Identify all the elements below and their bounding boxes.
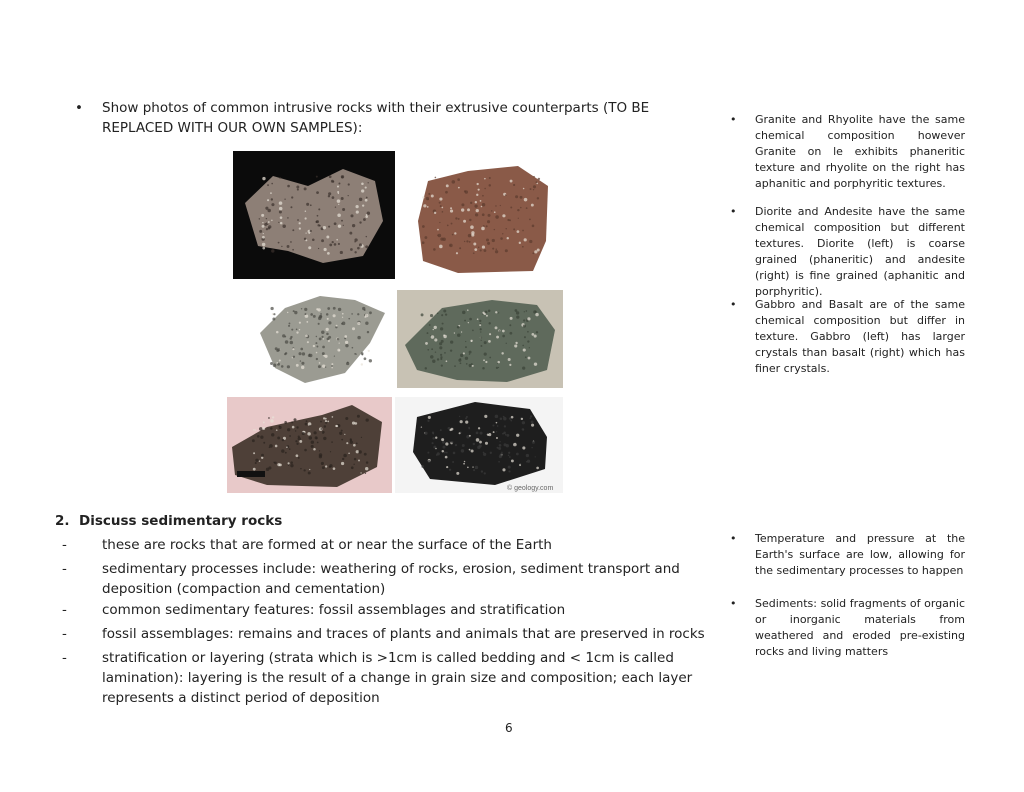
sed-item-text: common sedimentary features: fossil assemblages and stratification (102, 602, 566, 618)
diorite-photo (250, 288, 392, 388)
dash-marker: - (62, 537, 67, 553)
side-note-text: Sediments: solid fragments of organic or inorganic materials from weathered and eroded pre-existing rocks and living matters (755, 597, 965, 658)
bullet-marker: • (730, 113, 737, 126)
dash-marker: - (62, 561, 67, 577)
side-note-text: Gabbro and Basalt are of the same chemical composition but differ in texture. Gabbro (left) has larger crystals than basalt (right) which has finer crystals. (755, 298, 965, 375)
bullet-marker: • (75, 100, 83, 116)
intro-text: Show photos of common intrusive rocks with their extrusive counterparts (TO BE REPLACED WITH OUR OWN SAMPLES): (102, 100, 650, 136)
page-number: 6 (505, 721, 513, 735)
bullet-marker: • (730, 597, 737, 610)
dash-marker: - (62, 602, 67, 618)
sed-item-text: stratification or layering (strata which is >1cm is called bedding and < 1cm is called lamination): layering is the result of a change in grain size and composition; each layer represents a distinct period of deposition (102, 650, 693, 706)
bullet-marker: • (730, 532, 737, 545)
dash-marker: - (62, 626, 67, 642)
side-note-text: Granite and Rhyolite have the same chemical composition however Granite on le exhibits phaneritic texture and rhyolite on the right has aphanitic and porphyritic textures. (755, 113, 965, 190)
side-note-text: Diorite and Andesite have the same chemical composition but different textures. Diorite (left) is coarse grained (phaneritic) and andesite (right) is fine grained (aphanitic and porphyritic). (755, 205, 965, 298)
rhyolite-photo (398, 151, 564, 279)
bullet-marker: • (730, 298, 737, 311)
sed-item-text: sedimentary processes include: weathering of rocks, erosion, sediment transport and deposition (compaction and cementation) (102, 561, 680, 597)
basalt-photo (395, 397, 563, 493)
side-note-text: Temperature and pressure at the Earth's surface are low, allowing for the sedimentary processes to happen (755, 532, 965, 577)
sed-item-text: these are rocks that are formed at or near the surface of the Earth (102, 537, 552, 553)
sed-item-text: fossil assemblages: remains and traces of plants and animals that are preserved in rocks (102, 626, 705, 642)
andesite-photo (397, 290, 563, 388)
dash-marker: - (62, 650, 67, 666)
gabbro-photo (227, 397, 392, 493)
section-title: Discuss sedimentary rocks (79, 513, 283, 529)
granite-photo (233, 151, 395, 279)
photo-watermark: © geology.com (507, 485, 554, 492)
section-number: 2. (55, 513, 70, 529)
bullet-marker: • (730, 205, 737, 218)
